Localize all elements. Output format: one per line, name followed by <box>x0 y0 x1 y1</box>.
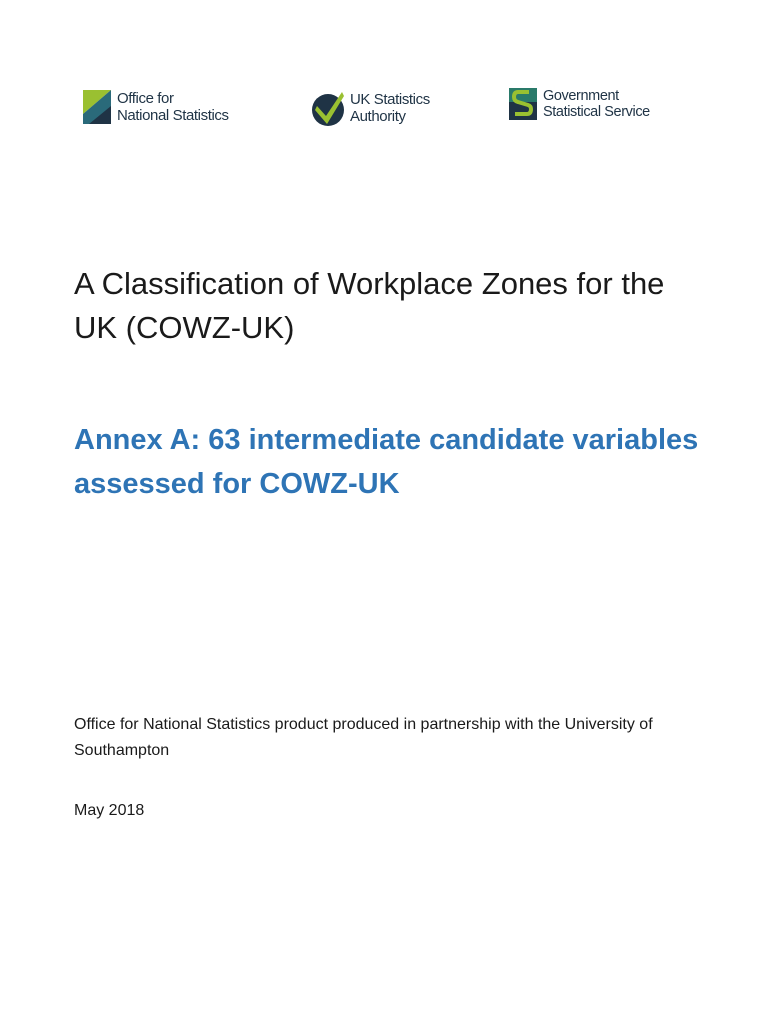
document-title: A Classification of Workplace Zones for the UK (COWZ-UK) <box>74 266 665 345</box>
uksa-logo <box>312 88 430 128</box>
ons-logo <box>83 88 229 126</box>
uksa-logo-line1: UK Statistics <box>350 91 430 108</box>
uksa-logo-line2: Authority <box>350 108 406 125</box>
partnership-note: Office for National Statistics product produced in partnership with the University of Southampton <box>74 716 653 759</box>
ons-logo-line1: Office for <box>117 90 174 107</box>
ons-logo-text <box>117 90 229 124</box>
gss-logo-line1: Government <box>543 88 619 104</box>
gss-logo <box>509 88 650 120</box>
gss-logo-text <box>543 88 650 120</box>
uksa-logo-text <box>350 91 430 125</box>
gss-logo-line2: Statistical Service <box>543 104 650 120</box>
publication-date: May 2018 <box>74 802 145 819</box>
document-subtitle: Annex A: 63 intermediate candidate variables assessed for COWZ-UK <box>74 424 699 500</box>
uksa-check-icon <box>312 88 346 128</box>
ons-emblem-icon <box>83 88 113 126</box>
gss-emblem-icon <box>509 88 539 120</box>
ons-logo-line2: National Statistics <box>117 107 229 124</box>
